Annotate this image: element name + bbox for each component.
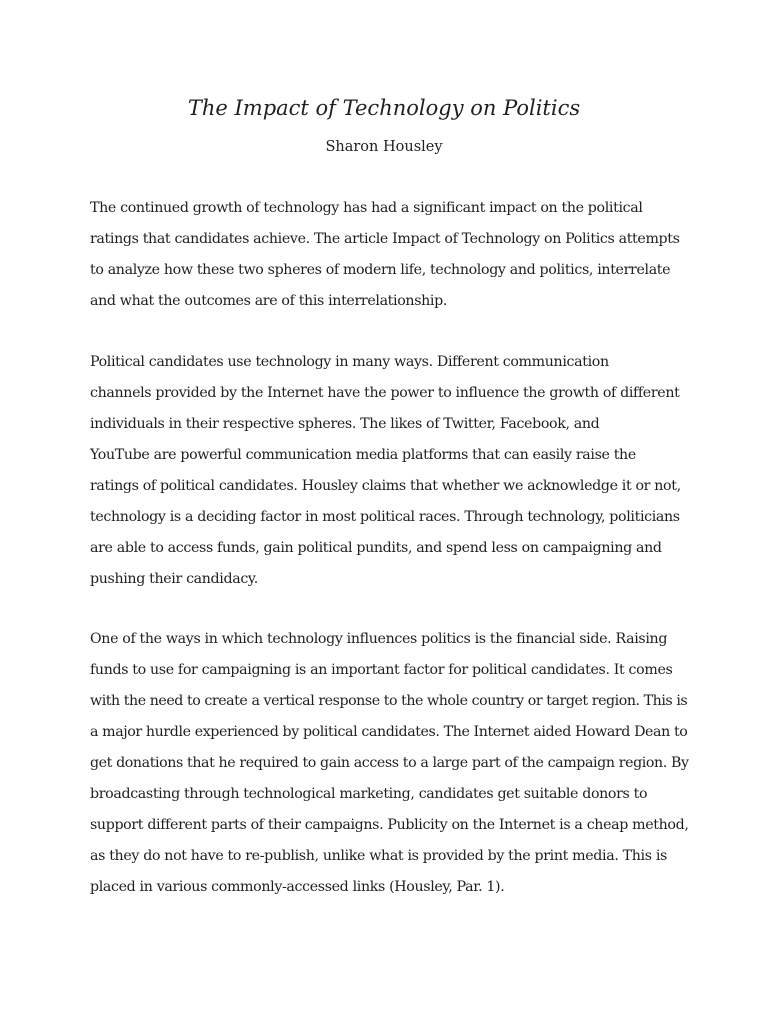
paragraph-line: YouTube are powerful communication media platforms that can easily raise the <box>90 447 636 463</box>
paragraph-line: support different parts of their campaigns. Publicity on the Internet is a cheap method, <box>90 817 689 833</box>
document-author: Sharon Housley <box>325 139 443 155</box>
paragraph-line: are able to access funds, gain political pundits, and spend less on campaigning and <box>90 540 662 556</box>
paragraph-line: funds to use for campaigning is an important factor for political candidates. It comes <box>90 662 673 678</box>
paragraph-line: and what the outcomes are of this interrelationship. <box>90 293 448 309</box>
paragraph-line: technology is a deciding factor in most political races. Through technology, politicians <box>90 509 680 525</box>
paragraph-line: a major hurdle experienced by political candidates. The Internet aided Howard Dean to <box>90 724 688 740</box>
paragraph-line: individuals in their respective spheres. The likes of Twitter, Facebook, and <box>90 416 600 432</box>
paragraph-line: Political candidates use technology in many ways. Different communication <box>90 354 609 370</box>
paragraph-line: One of the ways in which technology influences politics is the financial side. Raising <box>90 631 668 647</box>
paragraph-line: placed in various commonly-accessed links (Housley, Par. 1). <box>90 879 505 895</box>
paragraph-line: ratings of political candidates. Housley claims that whether we acknowledge it or not, <box>90 478 681 494</box>
paragraph-line: as they do not have to re-publish, unlike what is provided by the print media. This is <box>90 848 667 864</box>
paragraph-line: ratings that candidates achieve. The article Impact of Technology on Politics attempts <box>90 231 680 247</box>
paragraph-line: to analyze how these two spheres of modern life, technology and politics, interrelate <box>90 262 671 278</box>
paragraph-line: broadcasting through technological marketing, candidates get suitable donors to <box>90 786 648 802</box>
document-title: The Impact of Technology on Politics <box>187 96 581 120</box>
paragraph-line: with the need to create a vertical response to the whole country or target region. This is <box>90 693 688 709</box>
paragraph-2 <box>90 347 690 595</box>
paragraph-line: pushing their candidacy. <box>90 571 258 587</box>
paragraph-line: channels provided by the Internet have the power to influence the growth of different <box>90 385 680 401</box>
paragraph-1 <box>90 193 690 317</box>
paragraph-3 <box>90 624 690 903</box>
paragraph-line: get donations that he required to gain access to a large part of the campaign region. By <box>90 755 689 771</box>
paragraph-line: The continued growth of technology has had a significant impact on the political <box>90 200 643 216</box>
